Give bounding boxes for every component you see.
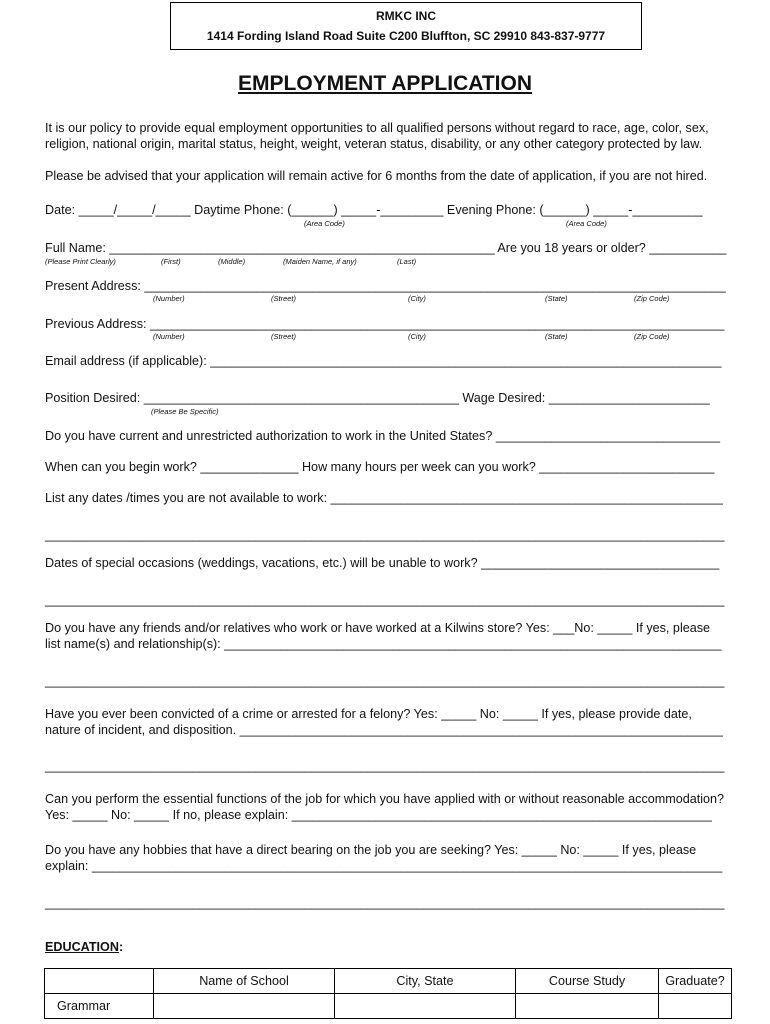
education-level-cell: Grammar bbox=[45, 994, 154, 1019]
present-address-field[interactable]: Present Address: ___________________________________________________________________________________ bbox=[45, 279, 726, 293]
email-field[interactable]: Email address (if applicable): _________________________________________________________________________ bbox=[45, 354, 722, 368]
daytime-area-code-hint: (Area Code) bbox=[304, 219, 345, 228]
present-state-hint: (State) bbox=[545, 294, 568, 303]
hobbies-blank-line[interactable]: _________________________________________________________________________________________________ bbox=[45, 896, 725, 910]
position-wage-field[interactable]: Position Desired: _____________________________________________ Wage Desired: _______________________ bbox=[45, 391, 710, 405]
policy-text-line-2: religion, national origin, marital status, height, weight, veteran status, disability, or any other category protected by law. bbox=[45, 137, 703, 151]
last-name-hint: (Last) bbox=[397, 257, 417, 266]
friends-relatives-names-field[interactable]: list name(s) and relationship(s): _______________________________________________________________________ bbox=[45, 637, 722, 651]
print-clearly-hint: (Please Print Clearly) bbox=[45, 257, 116, 266]
present-zip-hint: (Zip Code) bbox=[634, 294, 670, 303]
company-address: 1414 Fording Island Road Suite C200 Bluffton, SC 29910 843-837-9777 bbox=[206, 29, 606, 43]
please-be-specific-hint: (Please Be Specific) bbox=[151, 407, 219, 416]
education-col-course: Course Study bbox=[516, 969, 659, 994]
previous-number-hint: (Number) bbox=[153, 332, 185, 341]
friends-relatives-blank-line[interactable]: _________________________________________________________________________________________________ bbox=[45, 674, 725, 688]
advised-text: Please be advised that your application will remain active for 6 months from the date of application, if you are not hired. bbox=[45, 169, 708, 183]
previous-state-hint: (State) bbox=[545, 332, 568, 341]
work-authorization-field[interactable]: Do you have current and unrestricted authorization to work in the United States? ________________________________ bbox=[45, 429, 720, 443]
special-occasions-field[interactable]: Dates of special occasions (weddings, vacations, etc.) will be unable to work? __________________________________ bbox=[45, 556, 720, 570]
full-name-field[interactable]: Full Name: _______________________________________________________ Are you 18 years or older? ___________ bbox=[45, 241, 727, 255]
present-city-hint: (City) bbox=[408, 294, 426, 303]
page-title: EMPLOYMENT APPLICATION bbox=[238, 72, 532, 95]
maiden-name-hint: (Maiden Name, if any) bbox=[283, 257, 357, 266]
middle-name-hint: (Middle) bbox=[218, 257, 246, 266]
hobbies-explain-field[interactable]: explain: __________________________________________________________________________________________ bbox=[45, 859, 723, 873]
education-col-level bbox=[45, 969, 154, 994]
essential-functions-field[interactable]: Yes: _____ No: _____ If no, please explain: ____________________________________________________________ bbox=[45, 808, 712, 822]
first-name-hint: (First) bbox=[161, 257, 181, 266]
company-header-box bbox=[170, 2, 642, 50]
company-name: RMKC INC bbox=[376, 9, 436, 23]
policy-text-line-1: It is our policy to provide equal employment opportunities to all qualified persons without regard to race, age, color, sex, bbox=[45, 121, 709, 135]
begin-work-hours-field[interactable]: When can you begin work? ______________ How many hours per week can you work? _________________________ bbox=[45, 460, 715, 474]
present-street-hint: (Street) bbox=[271, 294, 297, 303]
special-occasions-blank-line[interactable]: _________________________________________________________________________________________________ bbox=[45, 593, 725, 607]
graduate-cell[interactable] bbox=[659, 994, 732, 1019]
course-study-cell[interactable] bbox=[516, 994, 659, 1019]
school-name-cell[interactable] bbox=[154, 994, 335, 1019]
education-col-city-state: City, State bbox=[335, 969, 516, 994]
table-row bbox=[45, 994, 732, 1019]
education-heading-text: EDUCATION bbox=[45, 940, 119, 954]
friends-relatives-question[interactable]: Do you have any friends and/or relatives who work or have worked at a Kilwins store? Yes: ___No: _____ If yes, please bbox=[45, 621, 711, 635]
conviction-question[interactable]: Have you ever been convicted of a crime or arrested for a felony? Yes: _____ No: _____ If yes, please provide date, bbox=[45, 707, 692, 721]
education-header-row bbox=[45, 969, 732, 994]
conviction-blank-line[interactable]: _________________________________________________________________________________________________ bbox=[45, 759, 725, 773]
previous-city-hint: (City) bbox=[408, 332, 426, 341]
education-heading bbox=[45, 940, 123, 954]
education-col-graduate: Graduate? bbox=[659, 969, 732, 994]
unavailable-dates-field[interactable]: List any dates /times you are not available to work: ________________________________________________________ bbox=[45, 491, 723, 505]
evening-area-code-hint: (Area Code) bbox=[566, 219, 607, 228]
conviction-details-field[interactable]: nature of incident, and disposition. _____________________________________________________________________ bbox=[45, 723, 723, 737]
essential-functions-question: Can you perform the essential functions of the job for which you have applied with or without reasonable accommodation? bbox=[45, 792, 725, 806]
previous-address-field[interactable]: Previous Address: __________________________________________________________________________________ bbox=[45, 317, 725, 331]
education-table bbox=[44, 968, 732, 1019]
education-heading-colon: : bbox=[118, 940, 124, 954]
city-state-cell[interactable] bbox=[335, 994, 516, 1019]
date-phone-field[interactable]: Date: _____/_____/_____ Daytime Phone: (______) _____-_________ Evening Phone: (______) _____-__________ bbox=[45, 203, 703, 217]
previous-street-hint: (Street) bbox=[271, 332, 297, 341]
hobbies-question[interactable]: Do you have any hobbies that have a direct bearing on the job you are seeking? Yes: _____ No: _____ If yes, please bbox=[45, 843, 697, 857]
education-col-school: Name of School bbox=[154, 969, 335, 994]
present-number-hint: (Number) bbox=[153, 294, 185, 303]
unavailable-dates-blank-line[interactable]: _________________________________________________________________________________________________ bbox=[45, 528, 725, 542]
previous-zip-hint: (Zip Code) bbox=[634, 332, 670, 341]
